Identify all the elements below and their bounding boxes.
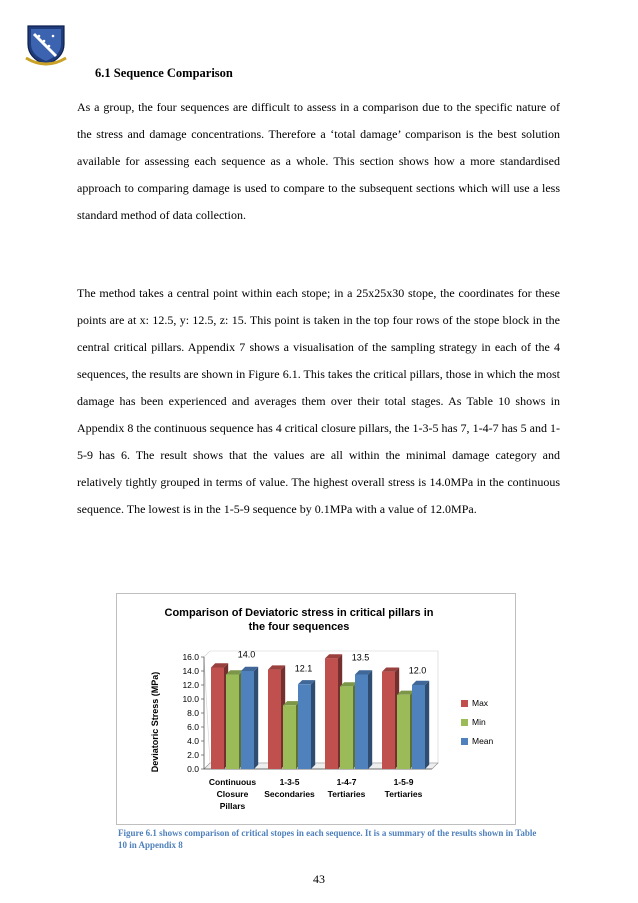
y-tick-label: 4.0: [187, 736, 199, 746]
bar-max-4: [382, 668, 399, 770]
section-title: 6.1 Sequence Comparison: [95, 66, 233, 80]
y-tick-label: 16.0: [182, 652, 199, 662]
chart-title-line-2: the four sequences: [248, 621, 350, 633]
legend-swatch-min: [461, 719, 468, 726]
y-tick-label: 10.0: [182, 694, 199, 704]
legend-label-mean: Mean: [472, 736, 494, 746]
bar-min-3: [340, 682, 357, 769]
category-label-2: Secondaries: [264, 789, 315, 799]
y-tick-label: 2.0: [187, 750, 199, 760]
paragraph-2: The method takes a central point within each stope; in a 25x25x30 stope, the coordinates for these points are at x: 12.5, y: 12.5, z: 15. This point is taken in the top four rows of the stope block in the central critical pillars. Appendix 7 shows a visualisation of the sampling strategy in each of the 4 sequences, the results are shown in Figure 6.1. This takes the critical pillars, those in which the most damage has been experienced and averages them over their total stages. As Table 10 shows in Appendix 8 the continuous sequence has 4 critical closure pillars, the 1-3-5 has 7, 1-4-7 has 5 and 1-5-9 has 6. The result shows that the values are all within the minimal damage category and relatively tightly grouped in terms of value. The highest overall stress is 14.0MPa in the continuous sequence. The lowest is in the 1-5-9 sequence by 0.1MPa with a value of 12.0MPa.: [77, 286, 560, 516]
bar-min-2: [283, 701, 300, 769]
legend-label-min: Min: [472, 717, 486, 727]
category-label-3: 1-4-7: [336, 777, 357, 787]
figure-caption: Figure 6.1 shows comparison of critical stopes in each sequence. It is a summary of the results shown in Table 10 in Appendix 8: [118, 828, 537, 850]
bar-mean-1: [241, 667, 258, 769]
legend-label-max: Max: [472, 698, 489, 708]
category-label-1: Continuous: [208, 777, 257, 787]
category-label-1: Closure: [216, 789, 249, 799]
y-tick-label: 8.0: [187, 708, 199, 718]
category-label-3: Tertiaries: [327, 789, 366, 799]
category-label-2: 1-3-5: [279, 777, 300, 787]
bar-min-1: [226, 670, 243, 769]
category-label-1: Pillars: [219, 801, 246, 811]
bar-max-3: [325, 654, 342, 769]
y-tick-label: 14.0: [182, 666, 199, 676]
deviatoric-stress-chart: [116, 593, 516, 825]
bar-min-4: [397, 691, 414, 769]
page-number: 43: [313, 872, 325, 886]
bar-mean-2: [298, 680, 315, 769]
legend-swatch-mean: [461, 738, 468, 745]
category-label-4: Tertiaries: [384, 789, 423, 799]
bar-mean-3: [355, 670, 372, 769]
legend-swatch-max: [461, 700, 468, 707]
data-label-2: 12.1: [294, 663, 313, 674]
bar-mean-4: [412, 681, 429, 769]
category-label-4: 1-5-9: [393, 777, 414, 787]
bar-max-2: [268, 665, 285, 769]
data-label-3: 13.5: [351, 652, 370, 663]
y-tick-label: 6.0: [187, 722, 199, 732]
university-crest-logo: [22, 20, 70, 68]
data-label-1: 14.0: [237, 649, 256, 660]
paragraph-1: As a group, the four sequences are difficult to assess in a comparison due to the specific nature of the stress and damage concentrations. Therefore a ‘total damage’ comparison is the best solution available for assessing each sequence as a whole. This section shows how a more standardised approach to comparing damage is used to compare to the subsequent sections which will use a less standard method of data collection.: [77, 100, 560, 222]
chart-title-line-1: Comparison of Deviatoric stress in critical pillars in: [164, 607, 434, 619]
data-label-4: 12.0: [408, 665, 427, 676]
y-tick-label: 12.0: [182, 680, 199, 690]
y-tick-label: 0.0: [187, 764, 199, 774]
bar-max-1: [211, 663, 228, 769]
y-axis-label: Deviatoric Stress (MPa): [150, 671, 160, 773]
